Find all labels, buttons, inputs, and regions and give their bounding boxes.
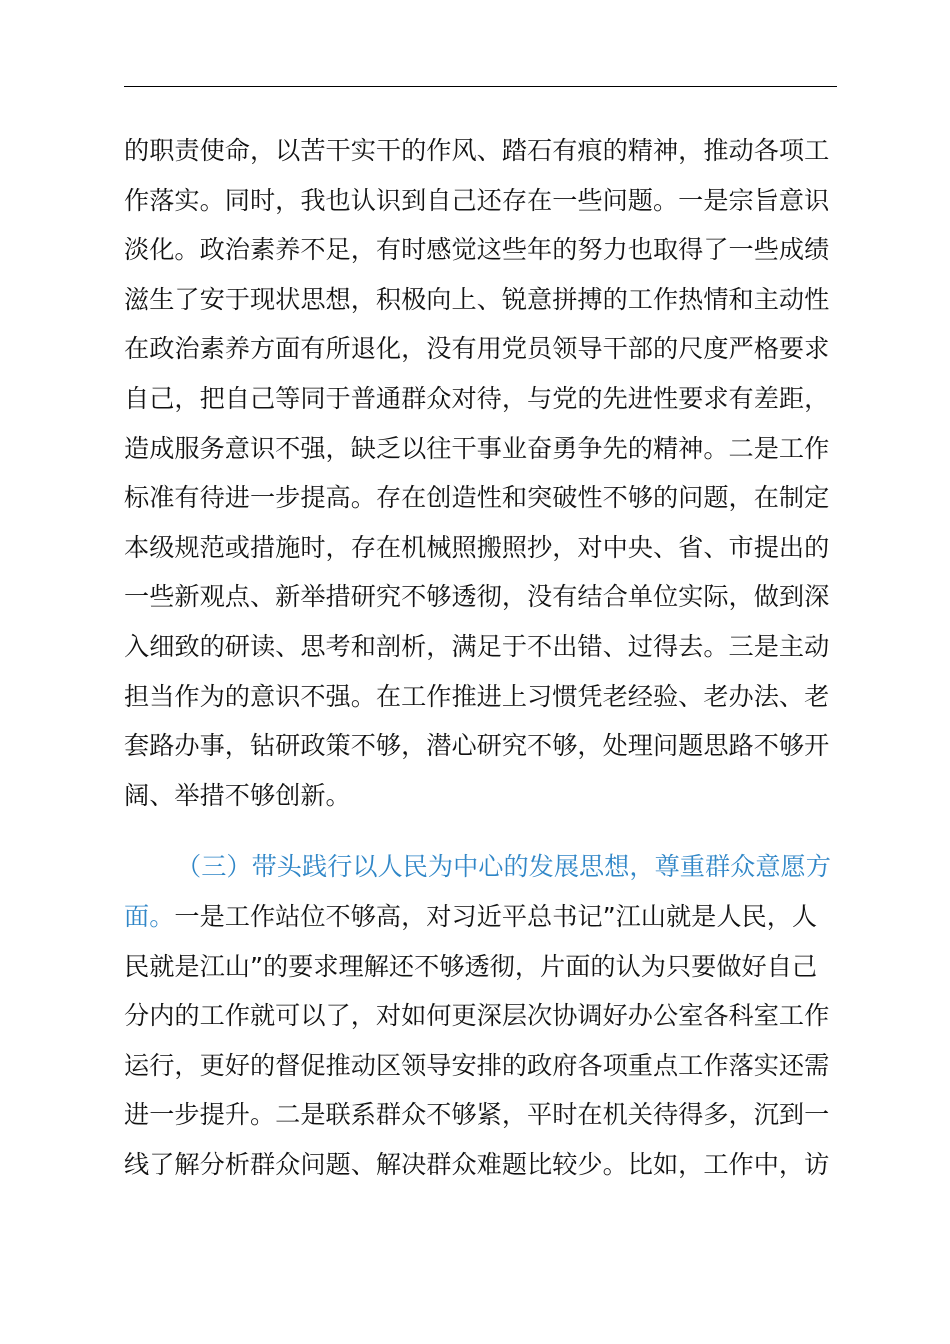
text-line: 的职责使命，以苦干实干的作风、踏石有痕的精神，推动各项工 [124, 136, 830, 165]
text-line: 滋生了安于现状思想，积极向上、锐意拼搏的工作热情和主动性 [124, 284, 830, 314]
text-line: 民就是江山”的要求理解还不够透彻，片面的认为只要做好自己 [124, 951, 818, 981]
text-line: 分内的工作就可以了，对如何更深层次协调好办公室各科室工作 [124, 1001, 830, 1031]
text-line: 本级规范或措施时，存在机械照搬照抄，对中央、省、市提出的 [124, 532, 830, 562]
text-line: 标准有待进一步提高。存在创造性和突破性不够的问题，在制定 [124, 483, 830, 513]
body-text [124, 126, 837, 1189]
paragraph-gap [124, 820, 837, 842]
text-line: 自己，把自己等同于普通群众对待，与党的先进性要求有差距， [124, 383, 830, 413]
text-line: 阔、举措不够创新。 [124, 780, 351, 810]
text-line: 在政治素养方面有所退化，没有用党员领导干部的尺度严格要求 [124, 334, 830, 364]
text-line: 一些新观点、新举措研究不够透彻，没有结合单位实际，做到深 [124, 582, 830, 612]
section-heading-end: 面。 [124, 901, 175, 931]
text-line: 入细致的研读、思考和剖析，满足于不出错、过得去。三是主动 [124, 631, 830, 661]
text-line: 套路办事，钻研政策不够，潜心研究不够，处理问题思路不够开 [124, 731, 830, 761]
text-line: 进一步提升。二是联系群众不够紧，平时在机关待得多，沉到一 [124, 1100, 830, 1130]
text-line-rest: 一是工作站位不够高，对习近平总书记”江山就是人民，人 [174, 901, 818, 931]
text-line: 淡化。政治素养不足，有时感觉这些年的努力也取得了一些成绩 [124, 235, 830, 265]
text-line: 作落实。同时，我也认识到自己还存在一些问题。一是宗旨意识 [124, 185, 830, 215]
text-line: 担当作为的意识不强。在工作推进上习惯凭老经验、老办法、老 [124, 681, 830, 711]
text-line: 运行，更好的督促推动区领导安排的政府各项重点工作落实还需 [124, 1050, 830, 1080]
text-line [124, 892, 837, 942]
text-line: 线了解分析群众问题、解决群众难题比较少。比如，工作中，访 [124, 1149, 830, 1179]
text-line: 造成服务意识不强，缺乏以往干事业奋勇争先的精神。二是工作 [124, 433, 830, 463]
header-rule [124, 86, 837, 87]
section-heading: （三）带头践行以人民为中心的发展思想，尊重群众意愿方 [176, 852, 831, 882]
